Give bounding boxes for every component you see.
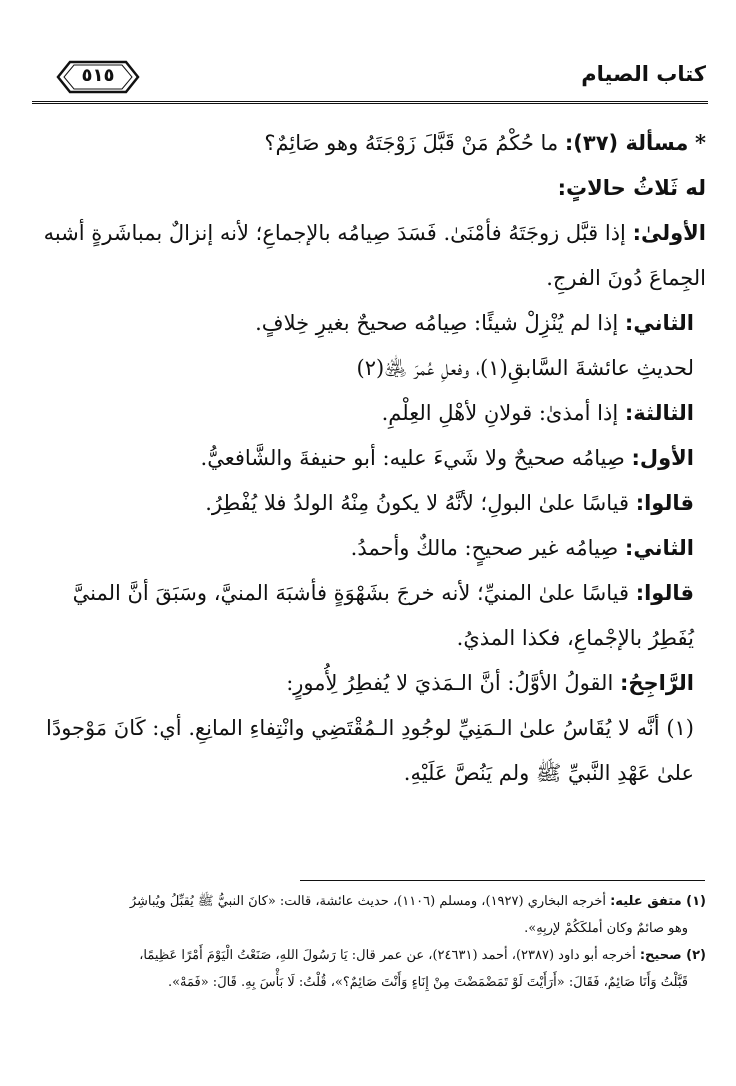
masala-question: ما حُكْمُ مَنْ قَبَّلَ زَوْجَتَهُ وهو صَائِمٌ؟: [264, 131, 559, 155]
masala-star-marker: *: [695, 130, 706, 155]
preferred-opinion: [38, 661, 706, 706]
header-rule: [32, 101, 708, 104]
opinion-one-argument: [38, 481, 706, 526]
second-state: [38, 301, 706, 346]
footnote-2-label: (٢) صحيح:: [639, 948, 706, 963]
footnote-rule: [300, 880, 705, 881]
reason-one: (١) أنَّه لا يُقَاسُ علىٰ الـمَنِيِّ لوجُودِ الـمُقْتَضِي وانْتِفاءِ المانِعِ. أي: كَانَ مَوْجودًا علىٰ عَهْدِ النَّبيِّ ﷺ ولم يَنُصَّ عَلَيْهِ.: [46, 716, 694, 785]
footnote-2-continued: قَبَّلْتُ وَأَنَا صَائِمٌ، فَقَالَ: «أَرَأَيْتَ لَوْ تَمَضْمَضْتَ مِنْ إِنَاءٍ وَأَنْتَ صَائِمٌ؟»، قُلْتُ: لَا بَأْسَ بِهِ. قَالَ: «فَمَهْ».: [167, 975, 688, 990]
first-state-label: الأولىٰ:: [632, 221, 706, 245]
main-text: [38, 120, 706, 796]
third-state: [38, 391, 706, 436]
states-heading-text: له ثَلاثُ حالاتٍ:: [557, 176, 706, 200]
opinion-two-argument-text: قياسًا علىٰ المنيِّ؛ لأنه خرجَ بشَهْوَةٍ فأشبَهَ المنيَّ، وسَبَقَ أنَّ المنيَّ يُفَطِرُ بالإجْماعِ، فكذا المذيُ.: [72, 581, 694, 650]
preferred-opinion-label: الرَّاجِحُ:: [619, 671, 694, 695]
second-state-label: الثاني:: [624, 311, 694, 335]
preferred-opinion-text: القولُ الأوَّلُ: أنَّ الـمَذيَ لا يُفطِرُ لِأُمورٍ:: [286, 671, 614, 695]
masala-label: مسألة (٣٧):: [564, 131, 689, 155]
footnote-1-label: (١) متفق عليه:: [610, 894, 706, 909]
first-state-text: إذا قبَّل زوجَتَهُ فأمْنَىٰ. فَسَدَ صِيامُه بالإجماعِ؛ لأنه إنزالٌ بمباشَرةٍ أشبه الجِماعَ دُونَ الفرجِ.: [43, 221, 706, 290]
second-state-text: إذا لم يُنْزِلْ شيئًا: صِيامُه صحيحٌ بغيرِ خِلافٍ.: [255, 311, 619, 335]
footnote-1: [38, 888, 706, 915]
masala-question-line: [38, 120, 706, 166]
opinion-one-label: الأول:: [631, 446, 694, 470]
page-header: [38, 58, 706, 102]
page-number-badge: [56, 60, 140, 94]
opinion-two-text: صِيامُه غير صحيحٍ: مالكٌ وأحمدُ.: [350, 536, 619, 560]
third-state-text: إذا أمذىٰ: قولانِ لأهْلِ العِلْمِ.: [381, 401, 619, 425]
opinion-two-argument: [38, 571, 706, 661]
first-state: [38, 211, 706, 301]
opinion-one: [38, 436, 706, 481]
page-number: ٥١٥: [81, 65, 115, 86]
footnote-2-text: أخرجه أبو داود (٢٣٨٧)، أحمد (٢٤٦٣١)، عن عمر قال: يَا رَسُولَ اللهِ، صَنَعْتُ الْيَوْمَ أَمْرًا عَظِيمًا،: [139, 948, 636, 963]
opinion-two-label: الثاني:: [624, 536, 694, 560]
footnote-2: [38, 942, 706, 969]
footnote-1-continued: وهو صائمٌ وكان أملكَكُمْ لإربِهِ».: [524, 921, 688, 936]
opinion-two-argument-label: قالوا:: [635, 581, 694, 605]
opinion-one-argument-text: قياسًا علىٰ البولِ؛ لأنَّهُ لا يكونُ مِنْهُ الولدُ فلا يُفْطِرُ.: [205, 491, 630, 515]
hadith-evidence: لحديثِ عائشةَ السَّابقِ(١)، وفعلِ عُمرَ ﵁(٢): [356, 356, 694, 380]
opinion-two: [38, 526, 706, 571]
footnote-1-text: أخرجه البخاري (١٩٢٧)، ومسلم (١١٠٦)، حديث عائشة، قالت: «كانَ النبيُّ ﷺ يُقبِّلُ ويُباشِرُ: [129, 894, 606, 909]
footnotes: [38, 888, 706, 996]
opinion-one-argument-label: قالوا:: [635, 491, 694, 515]
opinion-one-text: صِيامُه صحيحٌ ولا شَيءَ عليه: أبو حنيفةَ والشَّافعيُّ.: [200, 446, 625, 470]
book-title: كتاب الصيام: [581, 62, 706, 86]
third-state-label: الثالثة:: [624, 401, 694, 425]
states-heading: [38, 166, 706, 211]
